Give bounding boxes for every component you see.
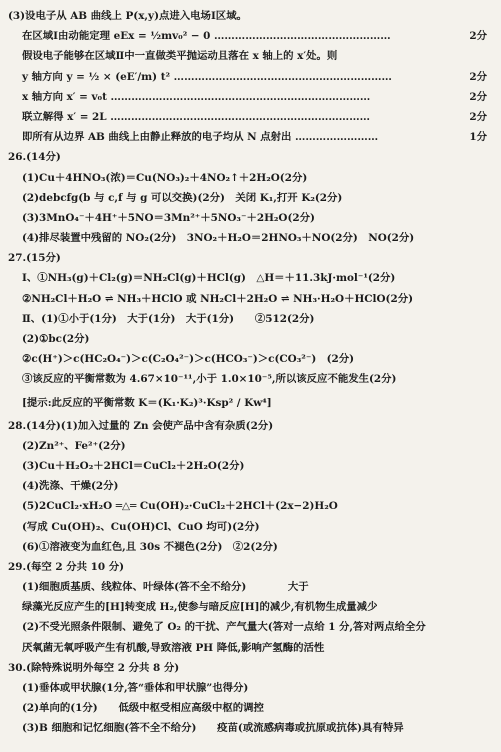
- text-line: ③该反应的平衡常数为 4.67×10⁻¹¹,小于 1.0×10⁻⁵,所以该反应不能发生(2分): [22, 373, 397, 386]
- text-line: 绿藻光反应产生的[H]转变成 H₂,使参与暗反应[H]的减少,有机物生成量减少: [22, 601, 378, 614]
- text-line: (2)Zn²⁺、Fe²⁺(2分): [22, 439, 126, 452]
- text-line: ②NH₂Cl＋H₂O ⇌ NH₃＋HClO 或 NH₂Cl＋2H₂O ⇌ NH₃·H₂O＋HClO(2分): [22, 292, 414, 305]
- score-label: 2分: [467, 107, 487, 127]
- text-line: 在区域Ⅰ由动能定理 eEx = ½mv₀² − 0 …………………………………………… 2分: [8, 26, 493, 46]
- question-heading: 30.(除特殊说明外每空 2 分共 8 分): [8, 661, 180, 674]
- text-line: (4)排尽装置中残留的 NO₂(2分) 3NO₂＋H₂O＝2HNO₃＋NO(2分) NO(2分): [22, 232, 415, 245]
- text-line: (3)设电子从 AB 曲线上 P(x,y)点进入电场Ⅰ区域。: [8, 10, 247, 22]
- text-line: Ⅰ、①NH₃(g)＋Cl₂(g)＝NH₂Cl(g)＋HCl(g) △H＝＋11.3kJ·mol⁻¹(2分): [22, 272, 396, 285]
- score-label: 2分: [467, 87, 487, 107]
- text-line: 假设电子能够在区域Ⅱ中一直做类平抛运动且落在 x 轴上的 x′处。则: [22, 50, 338, 63]
- question-heading: 26.(14分): [8, 151, 61, 164]
- question-heading: 29.(每空 2 分共 10 分): [8, 560, 125, 573]
- question-heading: 28.(14分)(1)加入过量的 Zn 会使产品中含有杂质(2分): [8, 419, 274, 432]
- text-line: (2)不受光照条件限制、避免了 O₂ 的干扰、产气量大(答对一点给 1 分,答对两点给全分: [22, 621, 426, 634]
- text-line: (5)2CuCl₂·xH₂O ═△═ Cu(OH)₂·CuCl₂＋2HCl＋(2x−2)H₂O: [22, 500, 338, 513]
- text-line: 即所有从边界 AB 曲线上由静止释放的电子均从 N 点射出 …………………… 1分: [8, 127, 493, 147]
- score-label: 1分: [467, 127, 487, 147]
- text-line: ②c(H⁺)＞c(HC₂O₄⁻)＞c(C₂O₄²⁻)＞c(HCO₃⁻)＞c(CO₃²⁻) (2分): [22, 353, 355, 366]
- text-line: 厌氧菌无氧呼吸产生有机酸,导致溶液 PH 降低,影响产氢酶的活性: [22, 641, 325, 654]
- text-line: (3)Cu＋H₂O₂＋2HCl＝CuCl₂＋2H₂O(2分): [22, 459, 245, 472]
- text-line: (3)3MnO₄⁻＋4H⁺＋5NO＝3Mn²⁺＋5NO₃⁻＋2H₂O(2分): [22, 211, 315, 224]
- text-line: (3)B 细胞和记忆细胞(答不全不给分) 疫苗(或流感病毒或抗原或抗体)具有特异: [22, 722, 404, 735]
- text-line: Ⅱ、(1)①小于(1分) 大于(1分) 大于(1分) ②512(2分): [22, 312, 315, 325]
- score-label: 2分: [467, 67, 487, 87]
- text-line: 联立解得 x′ = 2L ………………………………………………………………… 2分: [8, 107, 493, 127]
- text-line: (1)垂体或甲状腺(1分,答“垂体和甲状腺”也得分): [22, 682, 249, 694]
- text-line: (4)洗涤、干燥(2分): [22, 480, 119, 493]
- text-line: (2)单向的(1分) 低级中枢受相应高级中枢的调控: [22, 702, 264, 715]
- text-line: (1)细胞质基质、线粒体、叶绿体(答不全不给分) 大于: [22, 581, 309, 594]
- score-label: 2分: [467, 26, 487, 46]
- text-line: [提示:此反应的平衡常数 K＝(K₁·K₂)³·Ksp² / Kw⁴]: [22, 396, 272, 409]
- text-line: (2)①bc(2分): [22, 333, 90, 345]
- text-line: (1)Cu＋4HNO₃(浓)＝Cu(NO₃)₂＋4NO₂↑＋2H₂O(2分): [22, 171, 308, 184]
- text-line: x 轴方向 x′ = v₀t ………………………………………………………………… 2分: [8, 87, 493, 107]
- text-line: (2)debcfg(b 与 c,f 与 g 可以交换)(2分) 关闭 K₁,打开 K₂(2分): [22, 191, 343, 204]
- text-line: (写成 Cu(OH)₂、Cu(OH)Cl、CuO 均可)(2分): [22, 520, 260, 533]
- question-heading: 27.(15分): [8, 252, 61, 265]
- text-line: y 轴方向 y = ½ × (eE′/m) t² ……………………………………………………… 2分: [8, 67, 493, 87]
- text-line: (6)①溶液变为血红色,且 30s 不褪色(2分) ②2(2分): [22, 540, 278, 553]
